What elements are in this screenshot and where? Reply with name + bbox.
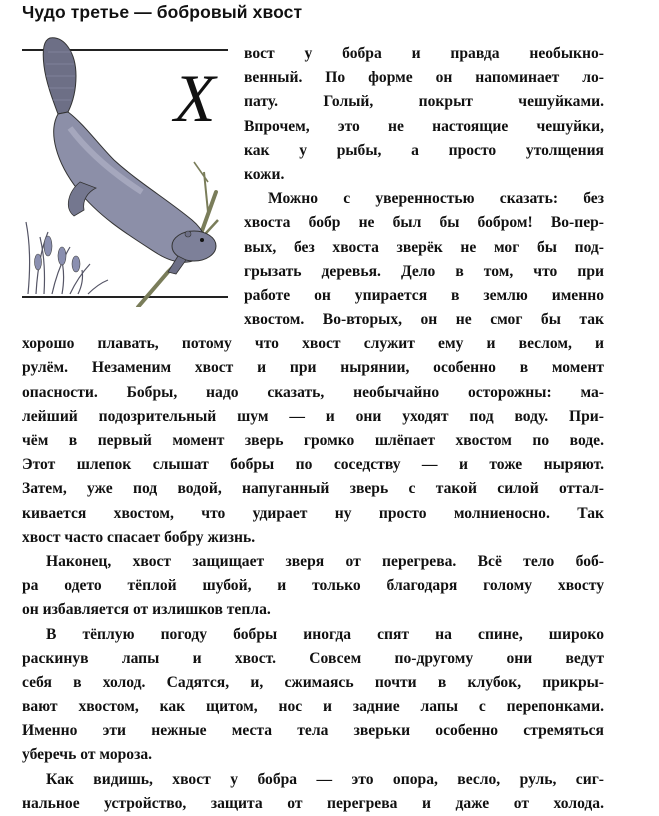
text-line: вост у бобра и правда необыкно- [244,45,604,62]
text-line: он избавляется от излишков тепла. [22,601,271,619]
text-line: ра одето тёплой шубой, и только благодаря голому хвосту [22,577,604,595]
page-title: Чудо третье — бобровый хвост [22,2,303,22]
text-line: Затем, уже под водой, напуганный зверь с такой силой оттал- [22,480,604,498]
text-line: кивается хвостом, что удирает ну просто молниеносно. Так [22,504,604,522]
text-line: уберечь от мороза. [22,746,153,764]
text-line: Можно с уверенностью сказать: без [268,190,604,208]
text-line: Именно эти нежные места тела зверьки особенно стремяться [22,722,604,740]
text-line: В тёплую погоду бобры иногда спят на спине, широко [46,625,604,643]
text-line: нальное устройство, защита от перегрева и даже от холода. [22,794,604,812]
article-body [22,42,604,816]
drop-cap-letter: Х [174,60,216,136]
text-line: опасности. Бобры, надо сказать, необычайно осторожны: ма- [22,383,604,401]
text-line: пату. Голый, покрыт чешуйками. [244,93,604,111]
text-line: лейший подозрительный шум — и они уходят под воду. При- [22,407,604,425]
text-line: хорошо плавать, потому что хвост служит ему и веслом, и [22,335,604,353]
text-line: вых, без хвоста зверёк не мог бы под- [244,238,604,256]
text-line: хвостом. Во-вторых, он не смог бы так [244,311,604,329]
text-line: Этот шлепок слышат бобры по соседству — и тоже ныряют. [22,456,604,474]
text-line: вают хвостом, как щитом, нос и задние лапы с перепонками. [22,698,604,716]
text-line: рулём. Незаменим хвост и при нырянии, особенно в момент [22,359,604,377]
text-line: себя в холод. Садятся, и, сжимаясь почти в клубок, прикры- [22,673,604,691]
text-line: хвост часто спасает бобру жизнь. [22,528,256,546]
text-line: хвоста бобр не был бы бобром! Во-пер- [244,214,604,232]
text-line: Как видишь, хвост у бобра — это опора, весло, руль, сиг- [46,770,604,788]
text-line: работе он упирается в землю именно [244,286,604,304]
text-line: венный. По форме он напоминает ло- [244,69,604,87]
text-line: грызать деревья. Дело в том, что при [244,262,604,280]
text-line: раскинув лапы и хвост. Совсем по-другому они ведут [22,649,604,667]
text-line: чём в первый момент зверь громко шлёпает хвостом по воде. [22,432,604,449]
text-line: Наконец, хвост защищает зверя от перегрева. Всё тело боб- [46,552,604,570]
text-line: кожи. [244,165,285,183]
text-line: как у рыбы, а просто утолщения [244,141,604,159]
text-line: Впрочем, это не настоящие чешуйки, [244,117,604,135]
